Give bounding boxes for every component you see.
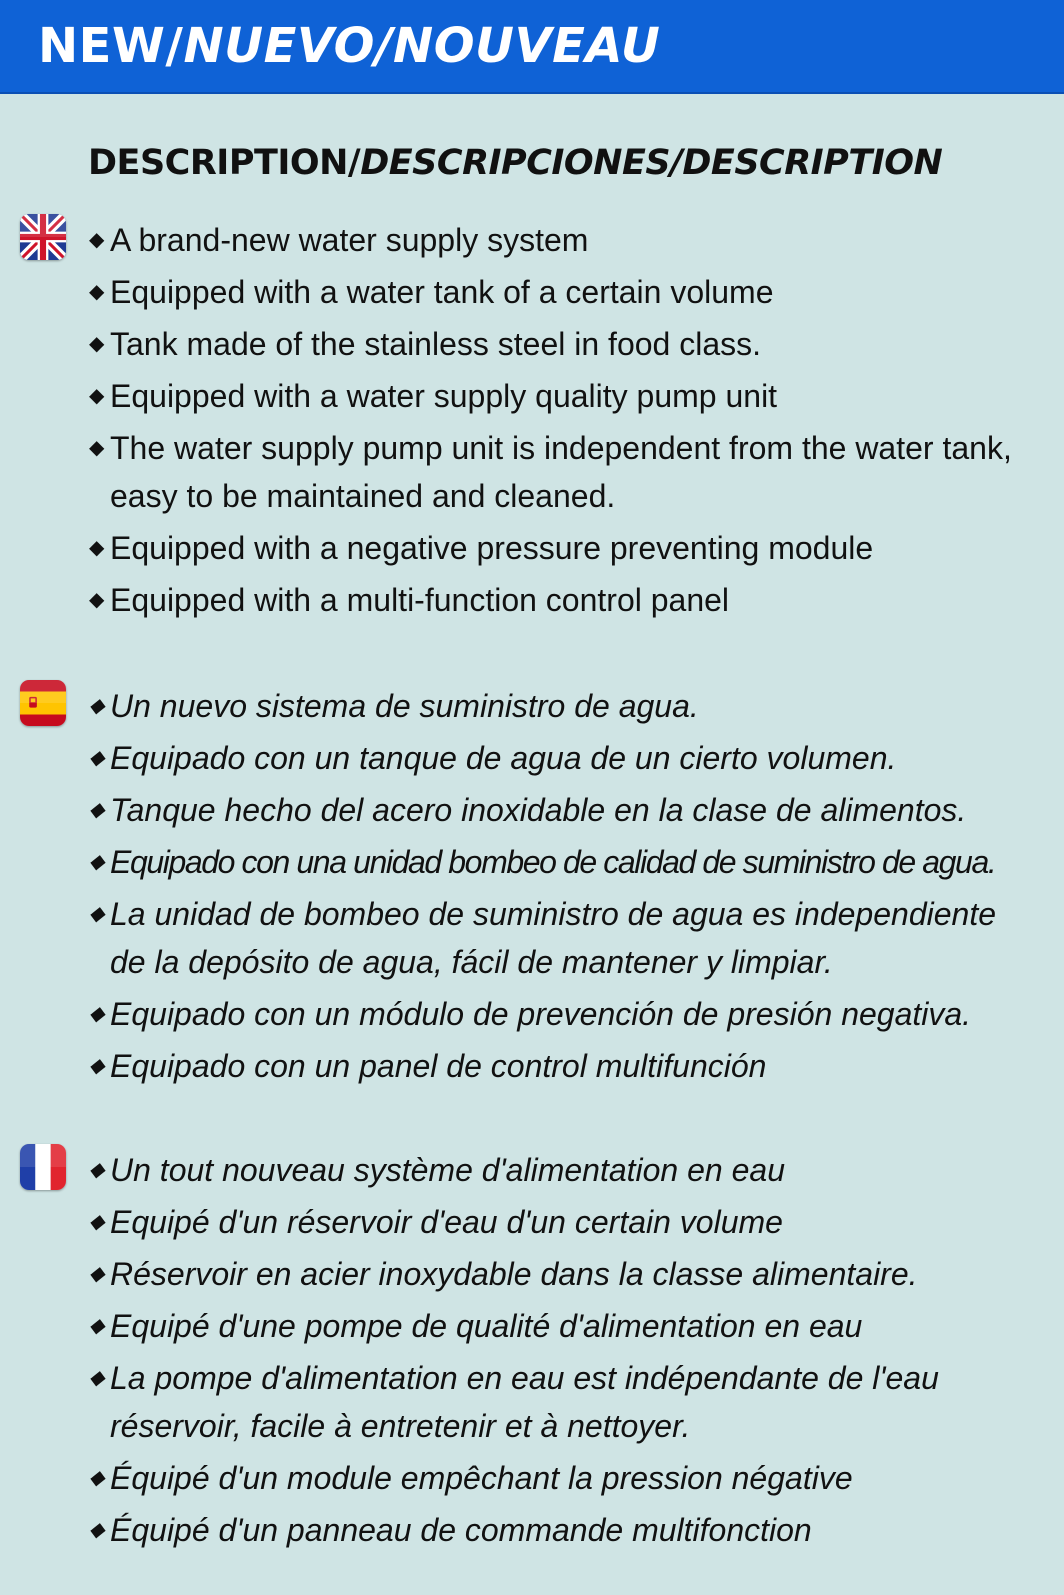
list-item <box>86 576 1046 624</box>
spanish-list <box>86 682 1046 1094</box>
list-item <box>86 786 1046 834</box>
list-item <box>86 1302 1046 1350</box>
bullet-diamond-icon: ◆ <box>89 851 103 873</box>
list-item <box>86 990 1046 1038</box>
bullet-diamond-icon: ◆ <box>89 333 105 355</box>
list-item <box>86 734 1046 782</box>
french-list <box>86 1146 1046 1558</box>
description-heading <box>88 143 943 183</box>
item-text: Equipado con una unidad bombeo de calidad de suministro de agua. <box>110 844 996 880</box>
list-item <box>86 838 1046 886</box>
bullet-diamond-icon: ◆ <box>89 281 105 303</box>
item-text: Equipado con un panel de control multifunción <box>110 1048 767 1084</box>
spain-flag-icon <box>20 680 66 726</box>
list-item <box>86 682 1046 730</box>
item-text: A brand-new water supply system <box>110 222 589 258</box>
item-text: Equipped with a negative pressure preventing module <box>110 530 874 566</box>
bullet-diamond-icon: ◆ <box>89 1367 105 1389</box>
item-text: Equipé d'une pompe de qualité d'alimentation en eau <box>110 1308 863 1344</box>
list-item <box>86 320 1046 368</box>
uk-flag-icon <box>20 214 66 260</box>
item-text: La pompe d'alimentation en eau est indépendante de l'eau réservoir, facile à entretenir et à nettoyer. <box>110 1360 939 1444</box>
list-item <box>86 1454 1046 1502</box>
item-text: La unidad de bombeo de suministro de agua es independiente de la depósito de agua, fácil de mantener y limpiar. <box>110 896 996 980</box>
item-text: Réservoir en acier inoxydable dans la classe alimentaire. <box>110 1256 918 1292</box>
france-flag-graphic <box>20 1144 66 1190</box>
heading-description: DESCRIPTION/ <box>88 143 361 183</box>
bullet-diamond-icon: ◆ <box>89 385 105 407</box>
title-new: NEW/ <box>38 18 184 74</box>
bullet-diamond-icon: ◆ <box>89 1159 105 1181</box>
bullet-diamond-icon: ◆ <box>89 747 105 769</box>
item-text: Equipped with a water tank of a certain volume <box>110 274 774 310</box>
list-item <box>86 268 1046 316</box>
list-item <box>86 1354 1030 1450</box>
bullet-diamond-icon: ◆ <box>89 229 105 251</box>
list-item <box>86 524 1046 572</box>
bullet-diamond-icon: ◆ <box>89 1211 105 1233</box>
list-item <box>86 1198 1046 1246</box>
page-title <box>38 18 661 74</box>
item-text: Un tout nouveau système d'alimentation en eau <box>110 1152 785 1188</box>
english-list <box>86 216 1046 628</box>
bullet-diamond-icon: ◆ <box>89 1315 105 1337</box>
bullet-diamond-icon: ◆ <box>89 589 105 611</box>
uk-flag-graphic <box>20 214 66 260</box>
bullet-diamond-icon: ◆ <box>89 1519 105 1541</box>
bullet-diamond-icon: ◆ <box>89 1003 105 1025</box>
heading-descripciones: DESCRIPCIONES/DESCRIPTION <box>360 143 943 183</box>
header-banner <box>0 0 1064 94</box>
item-text: The water supply pump unit is independent from the water tank, easy to be maintained and cleaned. <box>110 430 1012 514</box>
bullet-diamond-icon: ◆ <box>89 437 105 459</box>
bullet-diamond-icon: ◆ <box>89 537 105 559</box>
item-text: Équipé d'un panneau de commande multifonction <box>110 1512 812 1548</box>
item-text: Tanque hecho del acero inoxidable en la clase de alimentos. <box>110 792 967 828</box>
item-text: Equipado con un módulo de prevención de presión negativa. <box>110 996 972 1032</box>
item-text: Tank made of the stainless steel in food class. <box>110 326 762 362</box>
list-item <box>86 216 1046 264</box>
france-flag-icon <box>20 1144 66 1190</box>
item-text: Equipped with a water supply quality pump unit <box>110 378 778 414</box>
item-text: Équipé d'un module empêchant la pression négative <box>110 1460 853 1496</box>
item-text: Equipped with a multi-function control panel <box>110 582 730 618</box>
list-item <box>86 1506 1046 1554</box>
bullet-diamond-icon: ◆ <box>89 1055 105 1077</box>
bullet-diamond-icon: ◆ <box>89 1263 105 1285</box>
item-text: Un nuevo sistema de suministro de agua. <box>110 688 699 724</box>
item-text: Equipado con un tanque de agua de un cierto volumen. <box>110 740 897 776</box>
bullet-diamond-icon: ◆ <box>89 903 105 925</box>
list-item <box>86 424 1030 520</box>
spain-flag-graphic <box>20 680 66 726</box>
list-item <box>86 372 1046 420</box>
item-text: Equipé d'un réservoir d'eau d'un certain volume <box>110 1204 783 1240</box>
bullet-diamond-icon: ◆ <box>89 695 105 717</box>
bullet-diamond-icon: ◆ <box>89 799 105 821</box>
title-nuevo-nouveau: NUEVO/NOUVEAU <box>183 18 661 74</box>
list-item <box>86 1042 1046 1090</box>
list-item <box>86 1146 1046 1194</box>
list-item <box>86 890 1030 986</box>
list-item <box>86 1250 1046 1298</box>
bullet-diamond-icon: ◆ <box>89 1467 105 1489</box>
